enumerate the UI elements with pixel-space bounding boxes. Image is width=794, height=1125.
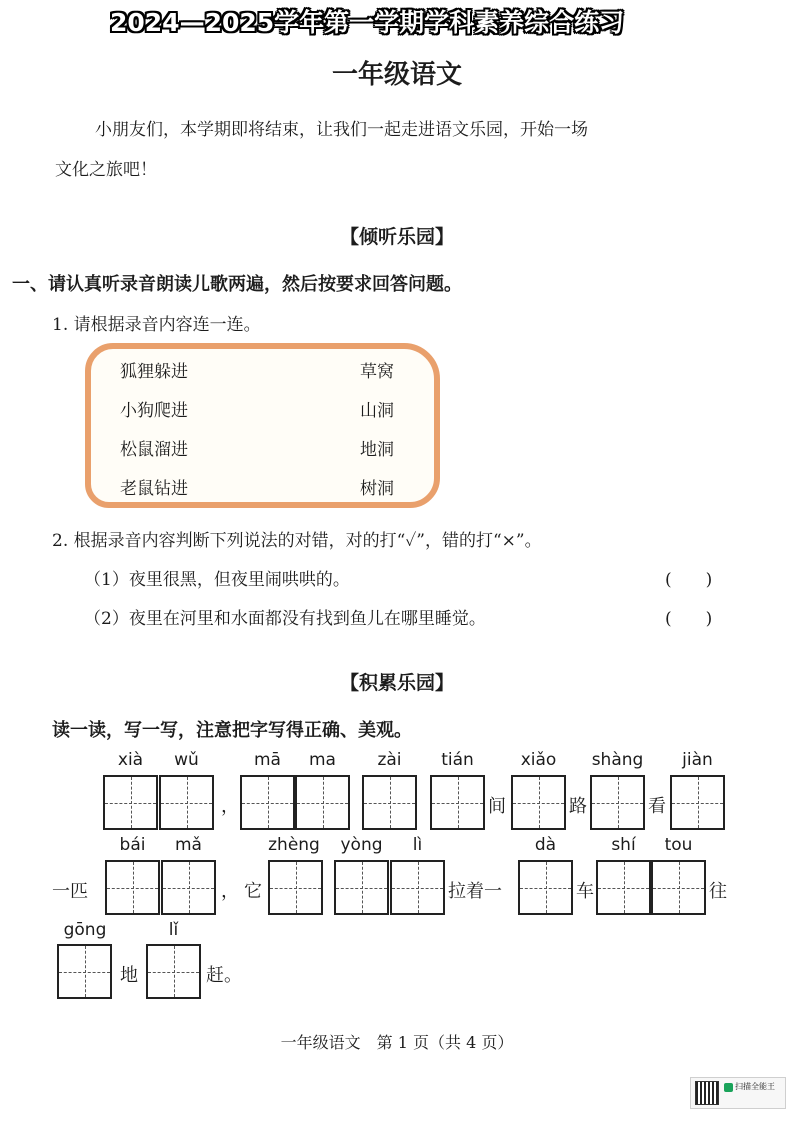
page-title: 一年级语文 [331,60,462,90]
intro-line-2: 文化之旅吧！ [55,160,157,180]
writing-box[interactable] [57,944,112,999]
writing-box[interactable] [334,860,389,915]
pinyin-da: dà [534,835,557,855]
pinyin-jian: jiàn [682,750,713,770]
subquestion-2: 2. 根据录音内容判断下列说法的对错，对的打“✓”，错的打“×”。 [52,531,542,551]
pinyin-bai: bái [119,835,146,855]
row1-text-jian: 间 [488,796,506,817]
section-heading-accumulation: 【积累乐园】 [339,672,454,694]
row2-text-yipi: 一匹 [52,881,88,902]
writing-box[interactable] [511,775,566,830]
answer-paren-1[interactable]: ( ) [665,570,713,590]
question-1-heading: 一、请认真听录音朗读儿歌两遍，然后按要求回答问题。 [12,274,462,295]
row2-text-che: 车 [576,881,594,902]
page-footer: 一年级语文 第 1 页（共 4 页） [280,1033,514,1052]
scanner-logo-icon [724,1083,733,1092]
pinyin-ma2: ma [309,750,336,770]
row1-text-comma: ， [221,796,239,817]
scanner-brand: 扫描全能王 [735,1082,775,1091]
pinyin-ma1: mā [254,750,281,770]
pinyin-tian: tián [441,750,474,770]
match-left-2[interactable]: 小狗爬进 [120,401,188,421]
qr-code-icon [695,1081,719,1105]
scanner-watermark [690,1077,786,1109]
writing-box[interactable] [596,860,651,915]
row1-text-lu: 路 [569,796,587,817]
writing-box[interactable] [651,860,706,915]
pinyin-yong: yòng [340,835,383,855]
judgement-item-2: （2）夜里在河里和水面都没有找到鱼儿在哪里睡觉。 [84,609,486,629]
writing-box[interactable] [161,860,216,915]
match-left-3[interactable]: 松鼠溜进 [120,440,188,460]
pinyin-xiao: xiǎo [520,750,557,770]
match-right-2[interactable]: 山洞 [360,401,394,421]
match-right-1[interactable]: 草窝 [360,362,394,382]
writing-box[interactable] [390,860,445,915]
writing-box[interactable] [362,775,417,830]
row2-text-lazheyi: 拉着一 [448,881,502,902]
writing-box[interactable] [105,860,160,915]
writing-box[interactable] [103,775,158,830]
row2-text-comma: ， [221,881,239,902]
judgement-item-1: （1）夜里很黑，但夜里闹哄哄的。 [84,570,350,590]
row2-text-wang: 往 [709,881,727,902]
writing-instruction: 读一读，写一写，注意把字写得正确、美观。 [52,720,412,741]
match-left-1[interactable]: 狐狸躲进 [120,362,188,382]
writing-box[interactable] [159,775,214,830]
writing-box[interactable] [430,775,485,830]
pinyin-xia: xià [117,750,144,770]
match-right-3[interactable]: 地洞 [360,440,394,460]
pinyin-zai: zài [377,750,402,770]
row3-text-gan: 赶。 [206,965,242,986]
pinyin-shi: shí [611,835,636,855]
section-heading-listening: 【倾听乐园】 [339,226,454,248]
row2-text-ta: 它 [244,881,262,902]
pinyin-ma: mǎ [175,835,202,855]
pinyin-wu: wǔ [174,750,199,770]
writing-box[interactable] [240,775,295,830]
writing-box[interactable] [590,775,645,830]
writing-box[interactable] [268,860,323,915]
intro-line-1: 小朋友们，本学期即将结束，让我们一起走进语文乐园，开始一场 [95,120,588,140]
subquestion-1: 1. 请根据录音内容连一连。 [52,315,261,335]
row1-text-kan: 看 [648,796,666,817]
exam-banner: 2024—2025学年第一学期学科素养综合练习 [110,8,625,37]
writing-box[interactable] [146,944,201,999]
pinyin-zheng: zhèng [268,835,320,855]
answer-paren-2[interactable]: ( ) [665,609,713,629]
writing-box[interactable] [518,860,573,915]
pinyin-tou: tou [664,835,693,855]
pinyin-li: lì [412,835,423,855]
pinyin-gong: gōng [63,920,107,940]
match-left-4[interactable]: 老鼠钻进 [120,479,188,499]
writing-box[interactable] [295,775,350,830]
row3-text-di: 地 [120,965,138,986]
match-right-4[interactable]: 树洞 [360,479,394,499]
pinyin-shang: shàng [591,750,644,770]
writing-box[interactable] [670,775,725,830]
pinyin-li-2: lǐ [168,920,179,940]
